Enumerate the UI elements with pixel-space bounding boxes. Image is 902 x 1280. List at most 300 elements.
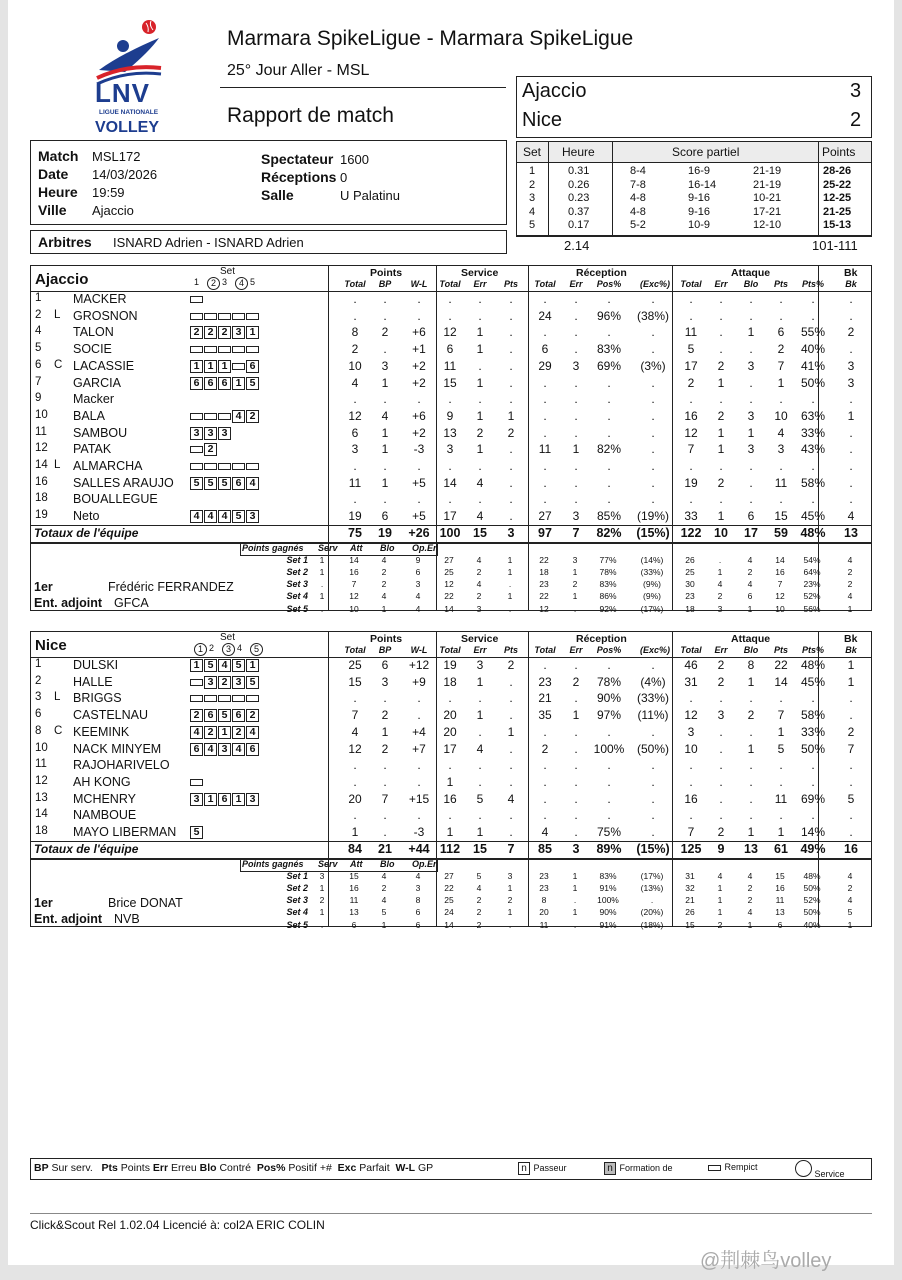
team-total: 10 xyxy=(714,525,728,540)
setstat-value: 2 xyxy=(717,591,723,602)
player-stat: 33% xyxy=(800,724,826,739)
legend-service: Service xyxy=(795,1160,845,1179)
setstat-value: 3 xyxy=(572,554,578,565)
setstat-value: 16 xyxy=(349,567,359,577)
date-label: Date xyxy=(38,166,69,182)
setstat-value: . xyxy=(573,919,577,930)
player-stat: 69% xyxy=(800,791,826,806)
player-stat: 90% xyxy=(596,691,622,706)
player-stat: 11 xyxy=(538,442,552,457)
col-header-total: Total xyxy=(534,279,556,289)
player-stat: . xyxy=(651,375,655,390)
player-stat: 11 xyxy=(348,475,362,490)
player-stat: . xyxy=(383,691,387,706)
player-stat: 1 xyxy=(847,658,855,672)
player-name: PATAK xyxy=(73,442,112,457)
player-stat: 1 xyxy=(476,325,484,340)
team-total: 13 xyxy=(744,841,758,856)
player-stat: 97% xyxy=(596,708,622,723)
player-stat: . xyxy=(607,774,611,789)
player-stat: 1 xyxy=(847,674,855,689)
team-total: (15%) xyxy=(636,841,670,856)
player-stat: . xyxy=(849,758,853,773)
player-stat: . xyxy=(417,774,421,789)
player-stat: 7 xyxy=(687,825,695,839)
player-stat: 2 xyxy=(847,724,855,739)
player-stat: +7 xyxy=(412,741,426,756)
set-position-box: 3 xyxy=(246,793,259,806)
col-group-reception: Réception xyxy=(576,267,627,279)
player-stat: 1 xyxy=(381,475,389,490)
player-stat: 1 xyxy=(446,825,454,839)
sub-marker xyxy=(246,346,259,353)
player-stat: 15 xyxy=(443,375,457,390)
player-stat: . xyxy=(849,442,853,457)
set-row-heure: 0.37 xyxy=(568,205,590,218)
setstat-value: 1 xyxy=(319,907,325,918)
player-stat: 3 xyxy=(476,658,484,672)
sub-marker xyxy=(218,463,231,470)
setstat-value: 22 xyxy=(444,591,454,602)
setstat-value: 7 xyxy=(351,579,357,590)
player-stat: . xyxy=(478,292,482,306)
player-stat: 2 xyxy=(717,658,725,672)
player-stat: . xyxy=(607,758,611,773)
player-name: KEEMINK xyxy=(73,724,130,739)
player-stat: 13 xyxy=(443,425,457,440)
setstat-value: 64% xyxy=(803,567,821,577)
player-stat: . xyxy=(417,708,421,723)
setstat-value: (13%) xyxy=(640,882,664,893)
set-row-partiel: 9-16 xyxy=(688,192,711,205)
player-stat: . xyxy=(417,459,421,473)
player-stat: . xyxy=(719,342,723,357)
player-number: 11 xyxy=(35,425,47,438)
col-header-err: Err xyxy=(473,645,487,655)
spect-label: Spectateur xyxy=(261,151,334,167)
setstat-value: 2 xyxy=(847,579,853,590)
player-stat: 17 xyxy=(443,509,457,524)
player-stat: . xyxy=(689,308,693,323)
player-name: MACKER xyxy=(73,292,127,306)
player-stat: . xyxy=(509,825,513,839)
team-total: 19 xyxy=(378,525,392,540)
player-name: ALMARCHA xyxy=(73,459,143,473)
player-stat: . xyxy=(574,825,578,839)
col-group-service: Service xyxy=(461,267,499,279)
setstat-value: 4 xyxy=(381,554,387,565)
set-row-num: 4 xyxy=(529,205,536,218)
player-name: CASTELNAU xyxy=(73,708,149,723)
col-header-total: Total xyxy=(344,279,366,289)
player-number: 12 xyxy=(35,442,48,455)
setstat-value: 56% xyxy=(803,603,821,614)
player-stat: . xyxy=(651,459,655,473)
player-stat: 46 xyxy=(684,658,698,672)
team-total: 17 xyxy=(744,525,758,540)
player-name: SAMBOU xyxy=(73,425,128,440)
set-position-box: 4 xyxy=(232,410,245,423)
salle: U Palatinu xyxy=(340,188,400,203)
player-stat: 1 xyxy=(476,442,484,457)
player-stat: . xyxy=(574,425,578,440)
player-stat: . xyxy=(749,492,753,507)
setstat-value: 1 xyxy=(572,907,578,918)
player-stat: . xyxy=(417,392,421,407)
player-stat: . xyxy=(811,292,815,306)
setstat-value: 48% xyxy=(803,870,821,881)
set-position-box: 1 xyxy=(204,360,217,373)
player-stat: 16 xyxy=(684,408,698,423)
player-stat: 2 xyxy=(381,741,389,756)
player-stat: 2 xyxy=(717,825,725,839)
player-stat: 1 xyxy=(351,825,359,839)
player-stat: 2 xyxy=(381,325,389,340)
player-stat: . xyxy=(651,758,655,773)
legend-exc-text: Parfait xyxy=(359,1162,390,1174)
player-stat: 10 xyxy=(774,408,788,423)
player-stat: . xyxy=(849,475,853,490)
player-stat: . xyxy=(383,492,387,507)
col-header-bp: BP xyxy=(378,645,392,655)
col-set: Set xyxy=(220,632,236,643)
setstat-value: 83% xyxy=(599,579,617,590)
player-stat: . xyxy=(849,425,853,440)
setstat-value: 1 xyxy=(319,554,325,565)
sub-marker xyxy=(190,296,203,303)
player-stat: . xyxy=(353,308,357,323)
player-stat: . xyxy=(509,708,513,723)
setstat-value: 83% xyxy=(599,870,617,881)
player-stat: . xyxy=(811,459,815,473)
player-stat: . xyxy=(849,708,853,723)
setstat-value: 50% xyxy=(803,907,821,918)
set-position-box: 3 xyxy=(218,427,231,440)
total-points: 101-111 xyxy=(812,238,858,253)
player-number: 18 xyxy=(35,492,48,505)
player-stat: +2 xyxy=(412,425,426,440)
salle-label: Salle xyxy=(261,187,294,203)
player-stat: 4 xyxy=(351,375,359,390)
partiel-col-header: Score partiel xyxy=(672,145,740,159)
set-row-partiel: 21-19 xyxy=(753,165,782,177)
player-stat: 2 xyxy=(717,475,725,490)
player-stat: . xyxy=(574,758,578,773)
sub-marker xyxy=(246,313,259,320)
set-position-box: 6 xyxy=(190,377,203,390)
player-number: 10 xyxy=(35,741,48,754)
player-stat: . xyxy=(811,758,815,773)
col-header-ptsp: Pts% xyxy=(801,645,824,655)
sub-marker xyxy=(218,313,231,320)
set-position-box: 6 xyxy=(246,360,259,373)
setstat-value: 6 xyxy=(777,919,783,930)
pg-col-att: Att xyxy=(350,542,363,553)
player-stat: . xyxy=(509,358,513,373)
player-stat: . xyxy=(849,392,853,407)
setstat-value: 12 xyxy=(775,591,785,602)
player-stat: 14 xyxy=(443,475,457,490)
setstat-label: Set 1 xyxy=(286,554,308,565)
set-row-points: 25-22 xyxy=(823,178,852,191)
player-stat: 20 xyxy=(348,791,362,806)
setstat-value: 1 xyxy=(507,882,513,893)
player-stat: 45% xyxy=(800,674,826,689)
setstat-value: 1 xyxy=(572,567,578,577)
set-position-box: 1 xyxy=(204,793,217,806)
player-stat: 5 xyxy=(476,791,484,806)
player-stat: . xyxy=(383,459,387,473)
setstat-value: 54% xyxy=(803,554,821,565)
setstat-value: 4 xyxy=(847,870,853,881)
setstat-label: Set 5 xyxy=(286,603,308,614)
player-stat: (3%) xyxy=(640,358,666,373)
player-stat: 6 xyxy=(747,509,755,524)
setstat-value: 2 xyxy=(847,567,853,577)
setstat-value: 27 xyxy=(444,554,454,565)
col-header-bp: BP xyxy=(378,279,392,289)
col-header-pos: Pos% xyxy=(596,645,622,655)
player-stat: . xyxy=(509,308,513,323)
player-stat: . xyxy=(651,292,655,306)
player-stat: . xyxy=(543,774,547,789)
player-stat: . xyxy=(749,308,753,323)
set-position-box: 4 xyxy=(246,726,259,739)
setstat-value: 1 xyxy=(507,907,513,918)
player-stat: . xyxy=(607,658,611,672)
player-stat: . xyxy=(651,325,655,340)
player-stat: . xyxy=(749,375,753,390)
setstat-value: 2 xyxy=(381,882,387,893)
player-stat: . xyxy=(509,774,513,789)
player-stat: 21 xyxy=(538,691,552,706)
player-number: 1 xyxy=(35,292,42,304)
sub-marker xyxy=(204,695,217,702)
setstat-value: 1 xyxy=(717,882,723,893)
sub-marker xyxy=(232,346,245,353)
player-number: 8 xyxy=(35,724,42,737)
player-stat: 12 xyxy=(684,425,698,440)
setstat-value: . xyxy=(320,603,324,614)
player-stat: 22 xyxy=(774,658,788,672)
player-stat: . xyxy=(574,475,578,490)
spectators: 1600 xyxy=(340,152,369,167)
set-position-box: 2 xyxy=(190,326,203,339)
set-col-header: Set xyxy=(523,145,542,159)
col-header-bk: Bk xyxy=(845,645,857,655)
player-stat: +9 xyxy=(412,674,426,689)
set-position-box: 2 xyxy=(204,326,217,339)
set-row-partiel: 16-14 xyxy=(688,178,717,191)
player-stat: 1 xyxy=(747,674,755,689)
player-stat: . xyxy=(543,325,547,340)
set-position-box: 6 xyxy=(218,377,231,390)
player-stat: . xyxy=(509,375,513,390)
setstat-value: 25 xyxy=(444,567,454,577)
player-stat: 58% xyxy=(800,475,826,490)
player-number: 2 xyxy=(35,674,42,687)
player-number: 9 xyxy=(35,392,42,405)
setstat-value: 100% xyxy=(597,895,619,906)
player-stat: 1 xyxy=(381,375,389,390)
player-stat: 78% xyxy=(596,674,622,689)
sub-marker xyxy=(232,463,245,470)
col-header-pos: Pos% xyxy=(596,279,622,289)
setstat-value: 18 xyxy=(539,567,549,577)
coach-name: Brice DONAT xyxy=(108,895,183,910)
player-name: Macker xyxy=(73,392,114,407)
setstat-value: 6 xyxy=(415,567,421,577)
player-stat: 35 xyxy=(538,708,552,723)
set-row-points: 21-25 xyxy=(823,205,852,218)
player-stat: . xyxy=(478,758,482,773)
player-role: C xyxy=(54,724,63,737)
player-stat: . xyxy=(509,758,513,773)
player-stat: 1 xyxy=(476,408,484,423)
team-total: 21 xyxy=(378,841,392,856)
setstat-value: 1 xyxy=(717,895,723,906)
player-stat: 2 xyxy=(572,674,580,689)
setstat-value: 4 xyxy=(415,870,421,881)
team-total: 13 xyxy=(844,525,858,540)
setstat-value: 4 xyxy=(415,603,421,614)
player-stat: . xyxy=(849,292,853,306)
col-header-wl: W-L xyxy=(410,279,428,289)
setstat-value: 16 xyxy=(775,882,785,893)
sub-marker xyxy=(190,346,203,353)
setstat-value: 4 xyxy=(381,895,387,906)
player-stat: . xyxy=(779,758,783,773)
legend-rempl: Rempict xyxy=(708,1162,758,1172)
player-stat: . xyxy=(607,492,611,507)
set-row-num: 1 xyxy=(529,165,536,177)
player-stat: . xyxy=(478,724,482,739)
player-stat: . xyxy=(849,492,853,507)
set-row-points: 12-25 xyxy=(823,192,852,205)
player-stat: . xyxy=(651,492,655,507)
setstat-value: 22 xyxy=(444,882,454,893)
player-stat: . xyxy=(607,475,611,490)
player-number: 16 xyxy=(35,475,48,488)
setstat-value: . xyxy=(320,919,324,930)
player-stat: . xyxy=(749,342,753,357)
player-role: L xyxy=(54,308,61,321)
setstat-value: 15 xyxy=(349,870,359,881)
player-stat: . xyxy=(651,791,655,806)
player-stat: 10 xyxy=(348,358,362,373)
match-label: Match xyxy=(38,148,79,164)
player-stat: . xyxy=(353,808,357,823)
player-stat: . xyxy=(749,808,753,823)
player-stat: . xyxy=(543,808,547,823)
team-name: Ajaccio xyxy=(35,271,89,288)
player-stat: (38%) xyxy=(636,308,669,323)
set-row-heure: 0.23 xyxy=(568,192,590,205)
sub-marker xyxy=(204,346,217,353)
player-stat: (50%) xyxy=(636,741,669,756)
setstat-value: 52% xyxy=(803,591,821,602)
player-stat: 4 xyxy=(541,825,549,839)
team-total: 89% xyxy=(596,841,622,856)
player-stat: 4 xyxy=(847,509,855,524)
player-role: C xyxy=(54,358,63,371)
player-stat: . xyxy=(478,492,482,507)
player-stat: . xyxy=(509,342,513,357)
logo-text: LNV xyxy=(95,78,150,108)
set-number: 5 xyxy=(250,277,256,287)
player-stat: 43% xyxy=(800,442,826,457)
player-stat: 4 xyxy=(381,408,389,423)
set-row-partiel: 5-2 xyxy=(630,219,646,232)
setstat-label: Set 4 xyxy=(286,591,308,602)
player-stat: . xyxy=(719,459,723,473)
player-stat: . xyxy=(543,475,547,490)
player-stat: 48% xyxy=(800,658,826,672)
player-stat: 25 xyxy=(348,658,362,672)
player-stat: 20 xyxy=(443,724,457,739)
player-stat: . xyxy=(719,724,723,739)
player-stat: . xyxy=(448,758,452,773)
player-number: 19 xyxy=(35,509,48,522)
setstat-value: 2 xyxy=(717,919,723,930)
setstat-value: (9%) xyxy=(643,579,661,590)
set-row-partiel: 21-19 xyxy=(753,178,782,191)
adjoint-label: Ent. adjoint xyxy=(34,911,103,926)
player-stat: 7 xyxy=(847,741,855,756)
setstat-value: 6 xyxy=(415,919,421,930)
player-stat: 45% xyxy=(800,509,826,524)
player-stat: 85% xyxy=(596,509,622,524)
player-stat: 1 xyxy=(572,708,580,723)
player-stat: 6 xyxy=(381,509,389,524)
points-col-header: Points xyxy=(822,145,856,159)
player-stat: 2 xyxy=(717,408,725,423)
player-stat: . xyxy=(651,442,655,457)
setstat-value: (9%) xyxy=(643,591,661,602)
player-stat: +6 xyxy=(412,325,426,340)
setstat-value: 2 xyxy=(381,579,387,590)
setstat-value: 1 xyxy=(319,591,325,602)
player-stat: . xyxy=(509,442,513,457)
col-header-blo: Blo xyxy=(743,645,759,655)
player-stat: 1 xyxy=(381,442,389,457)
setstat-value: 1 xyxy=(572,870,578,881)
player-stat: 7 xyxy=(777,708,785,723)
setstat-value: 3 xyxy=(415,882,421,893)
sub-marker xyxy=(190,413,203,420)
player-stat: . xyxy=(574,724,578,739)
set-position-box: 6 xyxy=(204,709,217,722)
player-stat: 15 xyxy=(348,674,362,689)
set-position-box: 3 xyxy=(190,427,203,440)
player-stat: 2 xyxy=(541,741,549,756)
player-stat: . xyxy=(719,292,723,306)
player-stat: 3 xyxy=(747,442,755,457)
player-stat: . xyxy=(811,392,815,407)
team-total: 84 xyxy=(348,841,362,856)
setstat-label: Set 2 xyxy=(286,567,308,577)
setstat-value: 3 xyxy=(507,870,513,881)
player-number: 3 xyxy=(35,691,42,704)
player-stat: . xyxy=(478,774,482,789)
player-stat: . xyxy=(749,724,753,739)
player-stat: . xyxy=(779,308,783,323)
player-stat: . xyxy=(574,325,578,340)
setstat-value: . xyxy=(573,895,577,906)
player-stat: 17 xyxy=(443,741,457,756)
player-stat: . xyxy=(849,691,853,706)
player-stat: . xyxy=(849,808,853,823)
